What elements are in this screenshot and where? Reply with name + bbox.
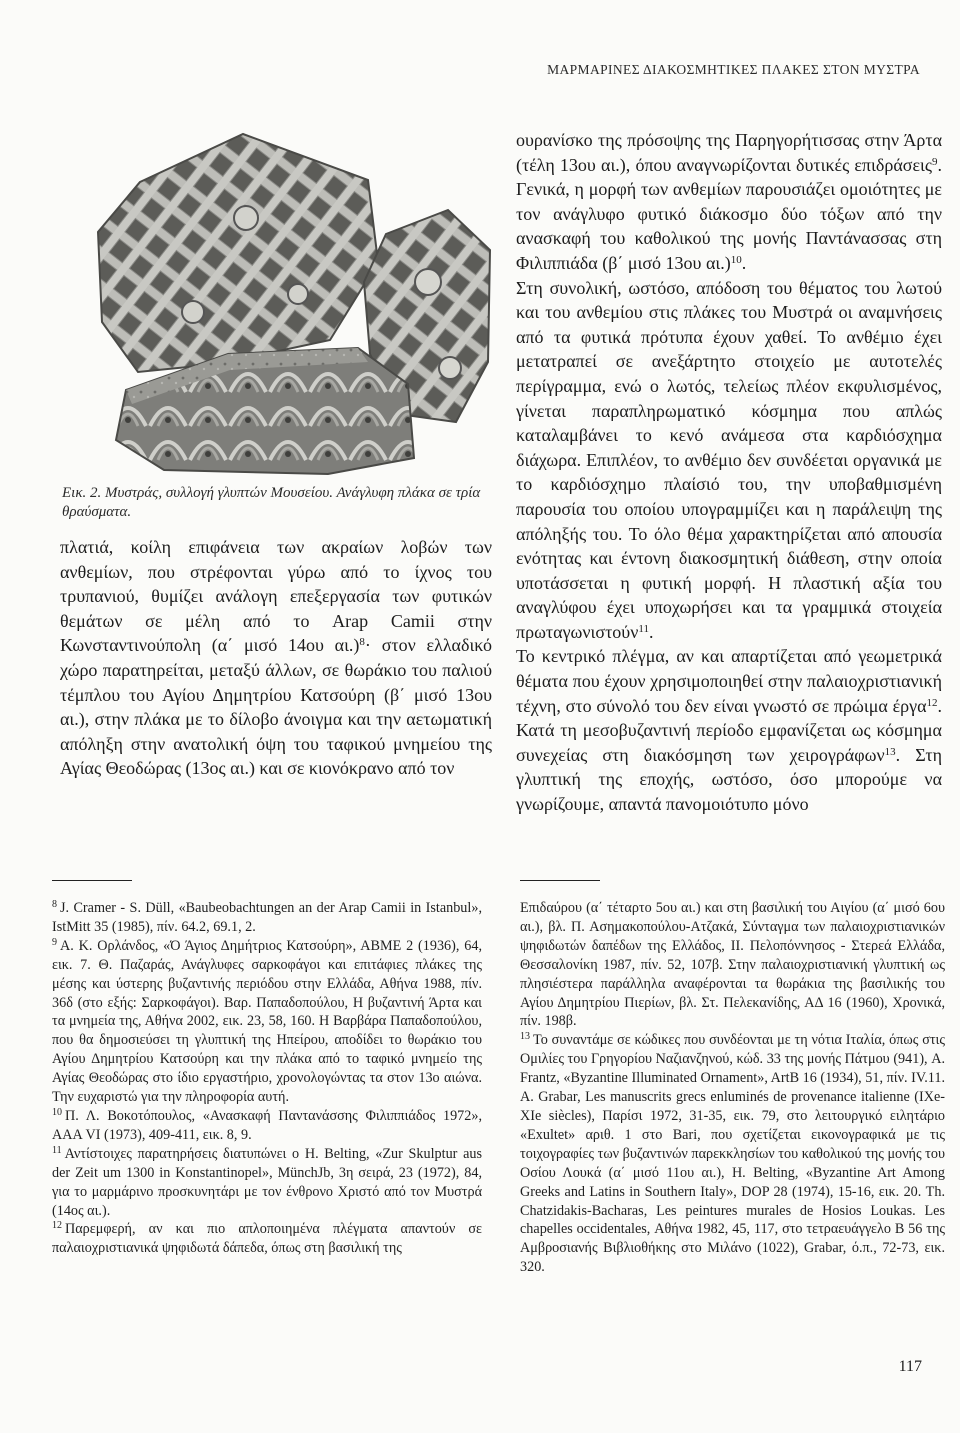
footnote: $^{12}$ Παρεμφερή, αν και πιο απλοποιημένα πλέγματα απαντούν σε παλαιοχριστιανικά ψηφιδωτά δάπεδα, όπως στη βασιλική της <box>52 1220 482 1257</box>
footnote-ref: 8 <box>359 636 365 649</box>
footnote: $^9$ Α. Κ. Ορλάνδος, «Ό Άγιος Δημήτριος Κατσούρη», ΑΒΜΕ 2 (1936), 64, εικ. 7. Θ. Παζαράς, Ανάγλυφες σαρκοφάγοι και επιτάφιες πλάκες της μέσης και ύστερης βυζαντινής περιόδου στην Ελλάδα, Αθήνα 1988, πίν. 36δ (στο εξής: Σαρκοφάγοι). Βαρ. Παπαδοπούλου, Η βυζαντινή Άρτα και τα μνημεία της, Αθήνα 2002, εικ. 23, 58, 160. Η Βαρβάρα Παπαδοπούλου, που θα δημοσιεύσει τη γλυπτική της Ηπείρου, αποδίδει το θωράκιο του Αγίου Δημητρίου Κατσούρη και την πλάκα από το ταφικό μνημείο της Αγίας Θεοδώρας στο ίδιο εργαστήριο, χρονολογώντας τα στον 13ο αιώνα. Την ευχαριστώ για την πληροφορία αυτή. <box>52 936 482 1106</box>
body-paragraph: Το κεντρικό πλέγμα, αν και απαρτίζεται από γεωμετρικά θέματα που έχουν χρησιμοποιηθεί στην παλαιοχριστιανική τέχνη, στο σύνολό του δεν είναι γνωστό σε πρώιμα έργα$^{12}$. Κατά τη μεσοβυζαντινή περίοδο εμφανίζεται ως κόσμημα συνεχείας στη διακόσμηση των χειρογράφων$^{13}$. Στη γλυπτική της εποχής, ωστόσο, όσο μπορούμε να γνωρίζουμε, απαντά πανομοιότυπο μόνο <box>516 646 942 815</box>
footnotes-right <box>520 899 945 1277</box>
footnote: $^{13}$ Το συναντάμε σε κώδικες που συνδέονται με τη νότια Ιταλία, όπως στις Ομιλίες του Γρηγορίου Ναζιανζηνού, κώδ. 33 της μονής Πάτμου (941), A. Frantz, «Byzantine Illuminated Ornament», ArtB 16 (1934), 51, πίν. IV.11. A. Grabar, Les manuscrits grecs enluminés de provenance italienne (IXe-XIe siècles), Παρίσι 1972, 31-35, εικ. 79, στο λειτουργικό ειλητάριο «Exultet» αριθ. 1 στο Bari, που σχετίζεται εικονογραφικά με τις τοιχογραφίες των βυζαντινών παρεκκλησίων του καθολικού της μονής του Οσίου Λουκά (α΄ μισό 11ου αι.), H. Belting, «Byzantine Art Among Greeks and Latins in Southern Italy», DOP 28 (1974), 15-16, εικ. 20. Th. Chatzidakis-Bacharas, Les peintures murales de Hosios Loukas. Les chapelles occidentales, Αθήνα 1982, 45, 117, στο τετραευάγγελο Β 56 της Αμβροσιανής Βιβλιοθήκης στο Μιλάνο (1022), Grabar, ό.π., 72-73, εικ. 320. <box>520 1031 945 1276</box>
footnote: Επιδαύρου (α΄ τέταρτο 5ου αι.) και στη βασιλική του Αιγίου (α΄ μισό 6ου αι.), βλ. Π. Ασημακοπούλου-Ατζακά, Σύνταγμα των παλαιοχριστιανικών ψηφιδωτών δαπέδων της Ελλάδος, ΙΙ. Πελοπόννησος - Στερεά Ελλάδα, Θεσσαλονίκη 1987, πίν. 52, 107β. Στην παλαιοχριστιανική γλυπτική ως πλησιέστερα παράλληλα αναφέρονται τα θωράκια της βασιλικής του Αγίου Δημητρίου Πιερίων, βλ. Στ. Πελεκανίδης, ΑΔ 16 (1960), Χρονικά, πίν. 198β. <box>520 900 945 1030</box>
body-column-left <box>60 535 492 781</box>
footnote-ref: 10 <box>730 253 742 266</box>
footnote: $^{11}$ Αντίστοιχες παρατηρήσεις διατυπώνει ο H. Belting, «Zur Skulptur aus der Zeit um 1300 in Konstantinopel», MünchJb, 3η σειρά, 23 (1972), 84, για το μαρμάρινο προσκυνητάρι με τον ένθρονο Χριστό από τον Μυστρά (14ος αι.). <box>52 1144 482 1219</box>
footnote-ref: 9 <box>932 155 938 168</box>
body-paragraph: ουρανίσκο της πρόσοψης της Παρηγορήτισσας στην Άρτα (τέλη 13ου αι.), όπου αναγνωρίζονται δυτικές επιδράσεις$^9$. Γενικά, η μορφή των ανθεμίων παρουσιάζει ομοιότητες με τον ανάγλυφο φυτικό διάκοσμο δύο τόξων από την ανασκαφή του καθολικού της μονής Παντάνασσας στη Φιλιππιάδα (β΄ μισό 13ου αι.)$^{10}$. <box>516 130 942 273</box>
body-column-right <box>516 128 942 817</box>
footnote-ref: 11 <box>638 622 649 635</box>
footnote: $^8$ J. Cramer - S. Düll, «Baubeobachtungen an der Arap Camii in Istanbul», IstMitt 35 (1985), πίν. 64.2, 69.1, 2. <box>52 899 482 935</box>
figure-caption: Εικ. 2. Μυστράς, συλλογή γλυπτών Μουσείου. Ανάγλυφη πλάκα σε τρία θραύσματα. <box>62 485 481 520</box>
footnote-ref: 12 <box>926 696 938 709</box>
body-paragraph: Στη συνολική, ωστόσο, απόδοση του θέματος του λωτού και του ανθεμίου στις πλάκες του Μυστρά οι αναμνήσεις από τα φυτικά πρότυπα έχουν χαθεί. Το ανθέμιο έχει μετατραπεί σε ανεξάρτητο στοιχείο με αυτοτελές περίγραμμα, ενώ ο λωτός, τελείως πλέον εκφυλισμένος, γίνεται παραπληρωματικό κόσμημα που απλώς καταλαμβάνει το κενό ανάμεσα στα καρδιόσχημα διάχωρα. Επιπλέον, το ανθέμιο δεν συνδέεται οργανικά με το καρδιόσχημο πλαίσιό του, την υποβαθμισμένη παρουσία του οποίου υπογραμμίζει και η παράλειψη της απόληξής του. Το όλο θέμα χαρακτηρίζεται από απουσία ενότητας και έντονη διακοσμητική διάθεση, στην οποία υποτάσσεται η φυτική μορφή. Η πλαστική αξία του αναγλύφου έχει υποχωρήσει και τα γραμμικά στοιχεία πρωταγωνιστούν$^{11}$. <box>516 277 942 642</box>
footnote-divider-right <box>520 880 600 881</box>
footnote-ref: 13 <box>884 745 896 758</box>
running-header: ΜΑΡΜΑΡΙΝΕΣ ΔΙΑΚΟΣΜΗΤΙΚΕΣ ΠΛΑΚΕΣ ΣΤΟΝ ΜΥΣΤΡΑ <box>547 62 920 77</box>
footnote-divider-left <box>52 880 132 881</box>
page-number: 117 <box>898 1358 922 1375</box>
figure-marble-plaque-photo <box>68 122 508 480</box>
footnotes-left <box>52 899 482 1258</box>
body-paragraph: πλατιά, κοίλη επιφάνεια των ακραίων λοβών των ανθεμίων, που στρέφονται γύρω από το ίχνος του τρυπανιού, θυμίζει ανάλογη επεξεργασία των φυτικών θεμάτων σε μέλη από το Arap Camii στην Κωνσταντινούπολη (α΄ μισό 14ου αι.)$^8$· στον ελλαδικό χώρο παρατηρείται, μεταξύ άλλων, σε θωράκιο του παλιού τέμπλου του Αγίου Δημητρίου Κατσούρη (β΄ μισό 13ου αι.), στην πλάκα με το δίλοβο άνοιγμα και την αετωματική απόληξη στην ανατολική όψη του ταφικού μνημείου της Αγίας Θεοδώρας (13ος αι.) και σε κιονόκρανο από τον <box>60 537 492 779</box>
footnote: $^{10}$ Π. Λ. Βοκοτόπουλος, «Ανασκαφή Παντανάσσης Φιλιππιάδος 1972», ΑΑΑ VI (1973), 409-411, εικ. 8, 9. <box>52 1106 482 1143</box>
plaque-fragments-image <box>68 122 508 480</box>
